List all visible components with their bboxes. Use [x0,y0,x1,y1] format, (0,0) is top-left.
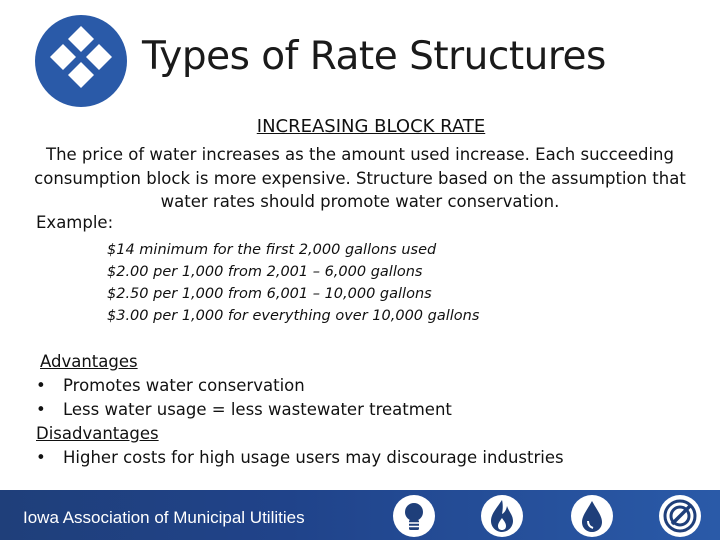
list-item [36,374,564,398]
rate-item: $2.00 per 1,000 from 2,001 – 6,000 gallons [107,264,423,280]
rate-list [107,239,479,327]
lightbulb-icon [392,494,436,538]
example-label: Example: [36,213,114,232]
org-name: Iowa Association of Municipal Utilities [23,508,305,527]
section-subtitle: INCREASING BLOCK RATE [256,116,486,137]
page-title: Types of Rate Structures [142,34,606,79]
water-drop-icon [570,494,614,538]
bullet-icon: • [36,448,46,467]
bullet-icon: • [36,400,46,419]
bullet-icon: • [36,376,46,395]
advantage-text: Less water usage = less wastewater treatment [63,400,452,419]
disadvantages-heading: Disadvantages [36,424,159,443]
disadvantage-text: Higher costs for high usage users may discourage industries [63,448,564,467]
flame-icon [480,494,524,538]
rate-item: $14 minimum for the first 2,000 gallons used [107,242,437,258]
advantages-section [36,350,564,470]
list-item [36,398,564,422]
logo-icon [34,14,128,108]
description-text: The price of water increases as the amount used increase. Each succeeding consumption block is more expensive. Structure based on the assumption that water rates should promote water conservation. [34,145,686,211]
advantages-heading: Advantages [40,352,138,371]
rate-item: $2.50 per 1,000 from 6,001 – 10,000 gallons [107,286,432,302]
signal-icon [658,494,702,538]
footer-bar [0,490,720,540]
advantage-text: Promotes water conservation [63,376,305,395]
list-item [36,446,564,470]
rate-item: $3.00 per 1,000 for everything over 10,000 gallons [107,308,480,324]
